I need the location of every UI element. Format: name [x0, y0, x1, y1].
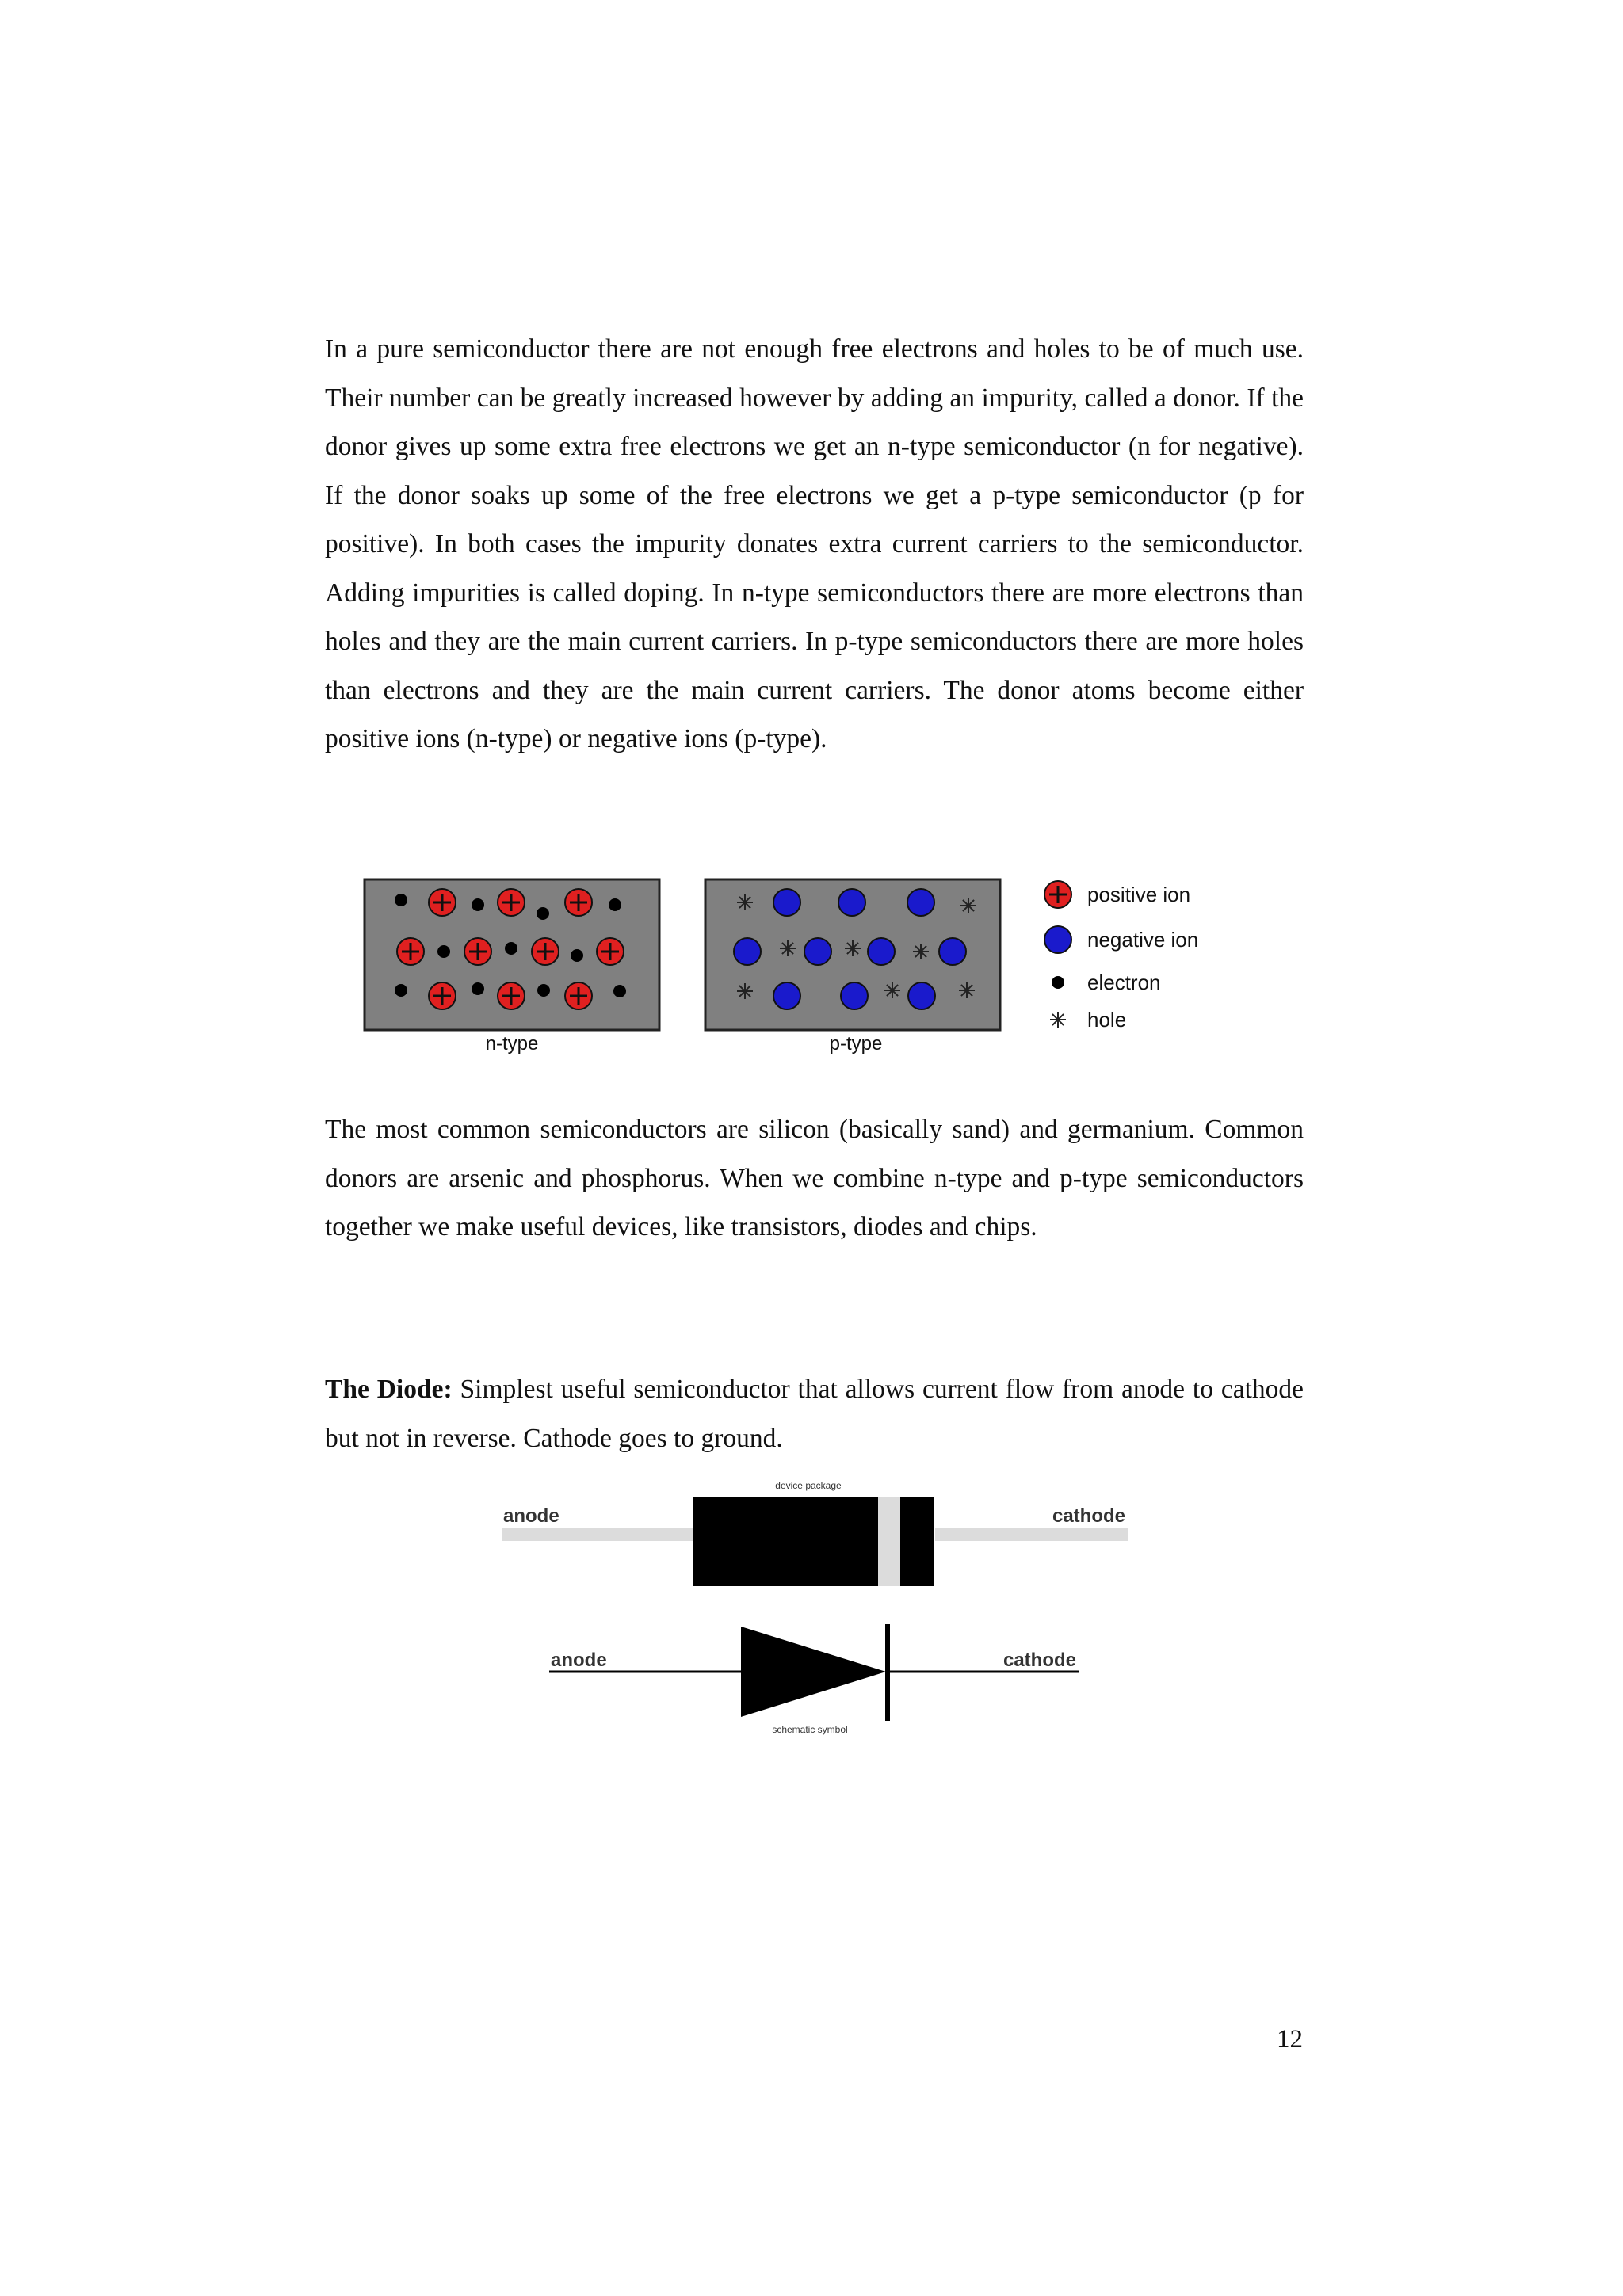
hole-icon: [959, 982, 975, 998]
schematic-symbol-label: schematic symbol: [772, 1724, 848, 1735]
paragraph-diode: [325, 1365, 1304, 1463]
paragraph-doping: In a pure semiconductor there are not enough free electrons and holes to be of much use. Their number can be greatly increased however by adding an impurity, called a donor. If the donor gives up some extra free electrons we get an n-type semiconductor (n for negative). If the donor soaks up some of the free electrons we get a p-type semiconductor (p for positive). In both cases the impurity donates extra current carriers to the semiconductor. Adding impurities is called doping. In n-type semiconductors there are more electrons than holes and they are the main current carriers. In p-type semiconductors there are more holes than electrons and they are the main current carriers. The donor atoms become either positive ions (n-type) or negative ions (p-type).: [325, 334, 1304, 753]
negative-ion-icon: [838, 889, 865, 916]
svg-text:negative ion: negative ion: [1087, 928, 1199, 952]
svg-text:positive ion: positive ion: [1087, 883, 1191, 906]
hole-icon: [1050, 1012, 1066, 1028]
positive-ion-icon: [565, 982, 592, 1009]
electron-icon: [609, 898, 621, 911]
electron-icon: [537, 907, 549, 920]
diode-figure: [0, 1478, 1623, 1739]
negative-ion-icon: [907, 889, 934, 916]
n-type-label: n-type: [485, 1033, 539, 1055]
diode-heading: The Diode:: [325, 1375, 453, 1404]
electron-icon: [395, 894, 407, 906]
negative-ion-icon: [1044, 926, 1071, 953]
electron-icon: [613, 985, 626, 997]
positive-ion-icon: [597, 938, 624, 965]
svg-text:hole: hole: [1087, 1008, 1127, 1032]
electron-icon: [505, 942, 517, 955]
legend: [1044, 881, 1198, 1032]
package-cathode-label: cathode: [1052, 1505, 1125, 1527]
negative-ion-icon: [773, 889, 800, 916]
negative-ion-icon: [939, 938, 966, 965]
paragraph-common-semiconductors: The most common semiconductors are silicon (basically sand) and germanium. Common donors are arsenic and phosphorus. When we combine n-type and p-type semiconductors together we make useful devices, like transistors, diodes and chips.: [325, 1115, 1304, 1241]
legend-hole: [1050, 1008, 1126, 1032]
electron-icon: [437, 945, 450, 958]
positive-ion-icon: [565, 889, 592, 916]
semiconductor-figure: [0, 871, 1623, 1062]
positive-ion-icon: [429, 889, 456, 916]
hole-icon: [884, 982, 900, 998]
negative-ion-icon: [841, 982, 868, 1009]
negative-ion-icon: [908, 982, 935, 1009]
electron-icon: [571, 949, 583, 962]
cathode-lead: [935, 1528, 1128, 1541]
positive-ion-icon: [464, 938, 491, 965]
hole-icon: [780, 940, 796, 956]
legend-positive-ion: [1044, 881, 1190, 908]
diode-cathode-band: [900, 1497, 934, 1586]
negative-ion-icon: [868, 938, 895, 965]
page-number: 12: [1277, 2025, 1303, 2054]
electron-icon: [537, 984, 550, 997]
diode-body: [693, 1497, 878, 1586]
hole-icon: [737, 983, 753, 999]
hole-icon: [913, 944, 929, 959]
electron-icon: [472, 898, 484, 911]
electron-icon: [472, 982, 484, 995]
hole-icon: [960, 898, 976, 913]
positive-ion-icon: [498, 889, 525, 916]
schematic-triangle: [741, 1627, 886, 1717]
schematic-cathode-label: cathode: [1002, 1650, 1076, 1671]
legend-electron: [1052, 971, 1161, 994]
legend-negative-ion: [1044, 926, 1198, 953]
hole-icon: [737, 894, 753, 910]
package-anode-label: anode: [503, 1505, 559, 1527]
diode-description: Simplest useful semiconductor that allows current flow from anode to cathode but not in reverse. Cathode goes to ground.: [325, 1375, 1304, 1453]
positive-ion-icon: [397, 938, 424, 965]
anode-lead: [502, 1528, 696, 1541]
svg-text:electron: electron: [1087, 971, 1161, 994]
schematic-anode-label: anode: [551, 1650, 607, 1671]
positive-ion-icon: [498, 982, 525, 1009]
negative-ion-icon: [804, 938, 831, 965]
negative-ion-icon: [734, 938, 761, 965]
p-type-label: p-type: [829, 1033, 883, 1055]
diode-band-gap: [878, 1497, 900, 1586]
hole-icon: [1050, 1012, 1066, 1028]
positive-ion-icon: [429, 982, 456, 1009]
electron-icon: [395, 984, 407, 997]
hole-icon: [845, 940, 861, 956]
electron-icon: [1052, 976, 1064, 989]
negative-ion-icon: [773, 982, 800, 1009]
package-label: device package: [775, 1480, 842, 1491]
positive-ion-icon: [532, 938, 559, 965]
